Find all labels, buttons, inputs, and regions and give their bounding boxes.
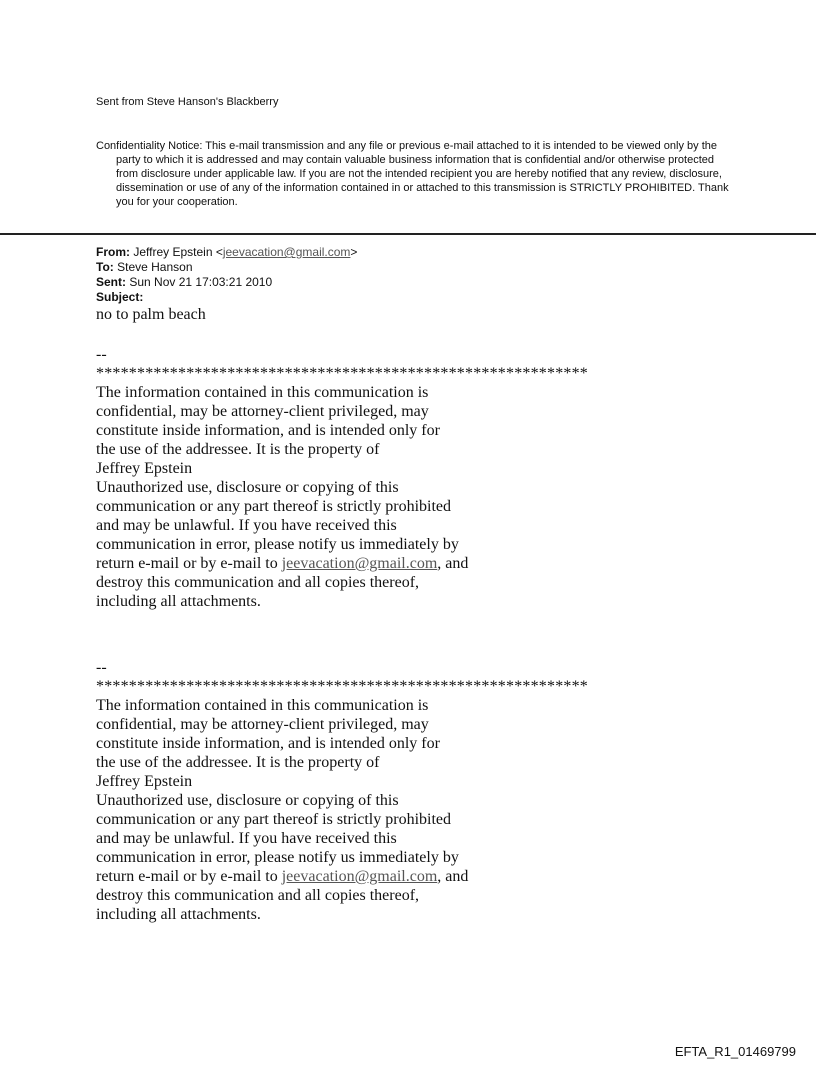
from-suffix: > — [350, 245, 358, 259]
disclaimer-line: Jeffrey Epstein — [96, 773, 193, 790]
disclaimer-line: including all attachments. — [96, 906, 261, 923]
disclaimer-line: and may be unlawful. If you have received this — [96, 830, 397, 847]
from-email-link[interactable]: jeevacation@gmail.com — [222, 245, 351, 259]
document-id: EFTA_R1_01469799 — [674, 1044, 796, 1059]
disclaimer-line: the use of the addressee. It is the property of — [96, 754, 380, 771]
subject-row: Subject: — [96, 290, 144, 304]
stars-separator: ************************************************************ — [96, 678, 588, 695]
return-email-link[interactable]: jeevacation@gmail.com — [281, 555, 438, 572]
confidentiality-notice: Confidentiality Notice: This e-mail transmission and any file or previous e-mail attached to it is intended to be viewed only by the party to which it is addressed and may contain valuable business information that is confidential and/or otherwise protected from disclosure under applicable law. If you are not the intended recipient you are hereby notified that any review, disclosure, dissemination or use of any of the information contained in or attached to this transmission is STRICTLY PROHIBITED. Thank you for your cooperation. — [96, 140, 729, 208]
disclaimer-return-line: return e-mail or by e-mail to jeevacation@gmail.com, and — [96, 555, 469, 572]
disclaimer-line: destroy this communication and all copies thereof, — [96, 887, 420, 904]
sent-row: Sent: Sun Nov 21 17:03:21 2010 — [96, 275, 273, 289]
stars-separator: ************************************************************ — [96, 365, 588, 382]
to-row: To: Steve Hanson — [96, 260, 193, 274]
from-name: Jeffrey Epstein < — [133, 245, 223, 259]
divider — [0, 233, 816, 235]
signature-dashes: -- — [96, 659, 107, 676]
disclaimer-line: communication or any part thereof is strictly prohibited — [96, 498, 452, 515]
disclaimer-line: communication or any part thereof is strictly prohibited — [96, 811, 452, 828]
signature-dashes: -- — [96, 346, 107, 363]
disclaimer-line: confidential, may be attorney-client privileged, may — [96, 716, 429, 733]
disclaimer-line: Jeffrey Epstein — [96, 460, 193, 477]
disclaimer-block — [96, 658, 656, 924]
disclaimer-line: constitute inside information, and is intended only for — [96, 422, 440, 439]
subject-label: Subject — [96, 290, 140, 304]
disclaimer-line: The information contained in this communication is — [96, 697, 429, 714]
sent-label: Sent — [96, 275, 123, 289]
disclaimer-line: confidential, may be attorney-client privileged, may — [96, 403, 429, 420]
disclaimer-line: the use of the addressee. It is the property of — [96, 441, 380, 458]
disclaimer-line: including all attachments. — [96, 593, 261, 610]
return-email-link[interactable]: jeevacation@gmail.com — [281, 868, 438, 885]
disclaimer-line: Unauthorized use, disclosure or copying of this — [96, 479, 399, 496]
to-value: Steve Hanson — [117, 260, 193, 274]
disclaimer-block — [96, 345, 656, 611]
sent-value: Sun Nov 21 17:03:21 2010 — [129, 275, 273, 289]
disclaimer-return-line: return e-mail or by e-mail to jeevacation@gmail.com, and — [96, 868, 469, 885]
from-label: From — [96, 245, 126, 259]
to-label: To — [96, 260, 110, 274]
sent-from-line: Sent from Steve Hanson's Blackberry — [96, 96, 279, 108]
disclaimer-line: Unauthorized use, disclosure or copying of this — [96, 792, 399, 809]
email-body-text: no to palm beach — [96, 306, 206, 323]
disclaimer-line: communication in error, please notify us immediately by — [96, 536, 459, 553]
from-row: From: Jeffrey Epstein <jeevacation@gmail.com> — [96, 245, 358, 259]
disclaimer-line: constitute inside information, and is intended only for — [96, 735, 440, 752]
disclaimer-line: and may be unlawful. If you have received this — [96, 517, 397, 534]
email-header — [96, 245, 357, 305]
disclaimer-line: The information contained in this communication is — [96, 384, 429, 401]
disclaimer-line: communication in error, please notify us immediately by — [96, 849, 459, 866]
disclaimer-line: destroy this communication and all copies thereof, — [96, 574, 420, 591]
